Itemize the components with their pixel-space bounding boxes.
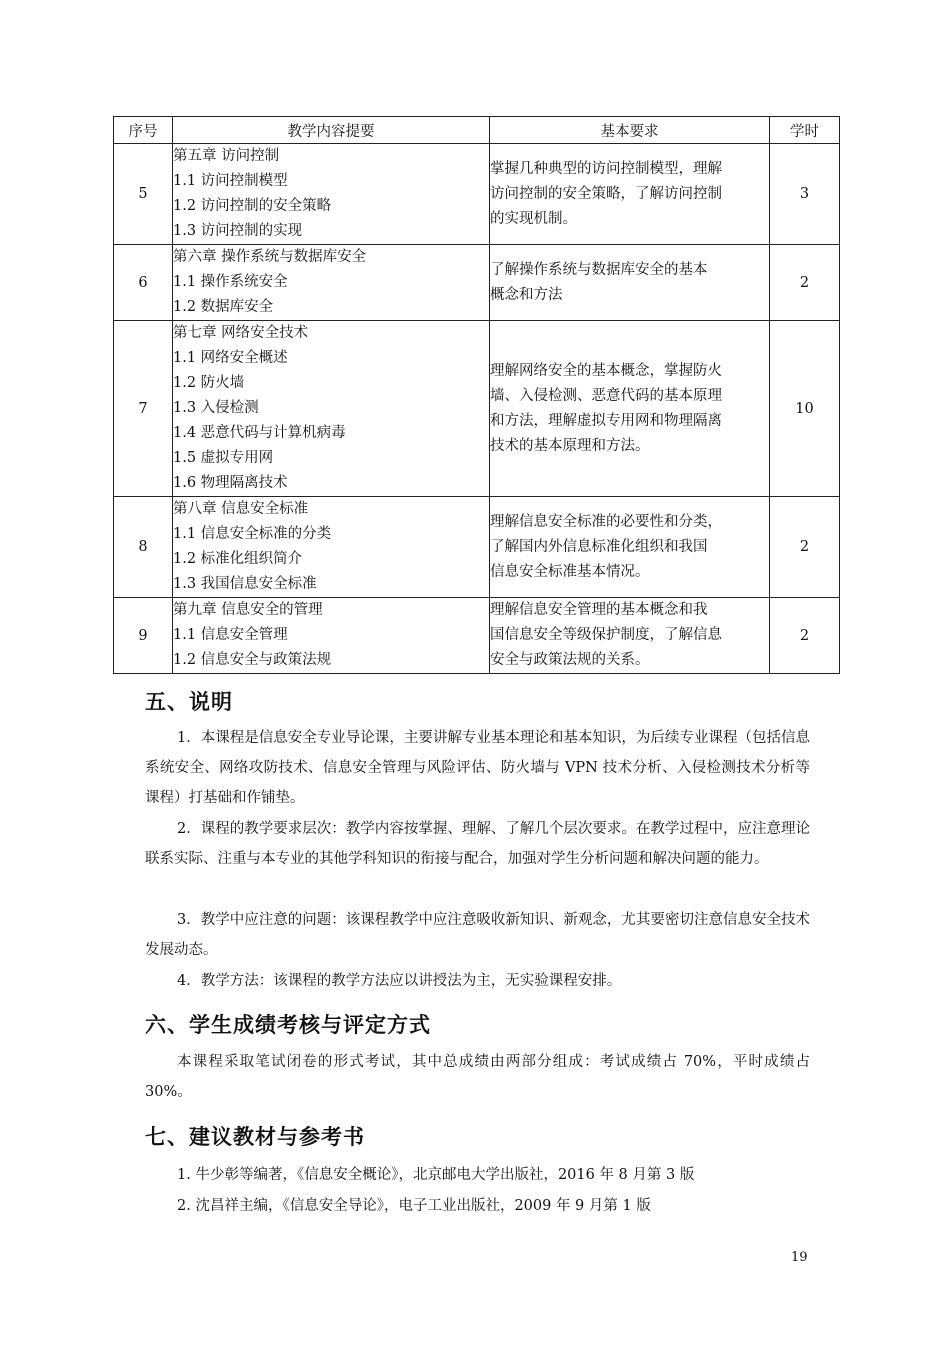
syllabus-table <box>113 116 840 674</box>
table-row <box>114 144 840 245</box>
row-requirement <box>490 144 770 245</box>
content-line: 第七章 网络安全技术 <box>173 325 309 341</box>
requirement-line: 了解国内外信息标准化组织和我国 <box>490 538 708 555</box>
content-line: 1.6 物理隔离技术 <box>173 475 288 491</box>
table-header-row <box>114 117 840 144</box>
requirement-line: 信息安全标准基本情况。 <box>490 563 650 580</box>
content-line: 第六章 操作系统与数据库安全 <box>173 249 367 265</box>
row-number: 5 <box>114 144 173 245</box>
section-6-title: 六、学生成绩考核与评定方式 <box>145 1012 431 1037</box>
content-line: 1.1 网络安全概述 <box>173 350 288 366</box>
row-hours: 10 <box>770 321 840 497</box>
requirement-line: 墙、入侵检测、恶意代码的基本原理 <box>490 387 722 404</box>
table-row <box>114 598 840 674</box>
row-content <box>173 321 490 497</box>
section-5-paragraph-1: 1．本课程是信息安全专业导论课，主要讲解专业基本理论和基本知识，为后续专业课程（包括信息系统安全、网络攻防技术、信息安全管理与风险评估、防火墙与 VPN 技术分析、入侵检测技术分析等课程）打基础和作铺垫。 <box>145 730 810 806</box>
row-hours: 2 <box>770 598 840 674</box>
table-row <box>114 321 840 497</box>
requirement-line: 国信息安全等级保护制度，了解信息 <box>490 627 722 643</box>
row-content <box>173 598 490 674</box>
row-hours: 3 <box>770 144 840 245</box>
row-content <box>173 497 490 598</box>
content-line: 1.5 虚拟专用网 <box>173 450 274 466</box>
content-line: 1.1 访问控制模型 <box>173 173 288 189</box>
row-number: 6 <box>114 245 173 321</box>
content-line: 1.2 数据库安全 <box>173 299 274 315</box>
content-line: 1.1 信息安全标准的分类 <box>173 526 332 542</box>
row-number: 9 <box>114 598 173 674</box>
reference-item: 2. 沈昌祥主编，《信息安全导论》，电子工业出版社，2009 年 9 月第 1 版 <box>177 1198 651 1214</box>
row-content <box>173 144 490 245</box>
row-requirement <box>490 598 770 674</box>
row-hours: 2 <box>770 245 840 321</box>
content-line: 1.3 我国信息安全标准 <box>173 576 317 592</box>
header-hours: 学时 <box>770 117 840 144</box>
content-line: 第八章 信息安全标准 <box>173 501 309 517</box>
content-line: 1.3 入侵检测 <box>173 400 259 416</box>
requirement-line: 理解网络安全的基本概念，掌握防火 <box>490 362 722 379</box>
section-5-title: 五、说明 <box>145 689 233 714</box>
content-line: 第九章 信息安全的管理 <box>173 602 323 618</box>
section-5-paragraph-4: 4．教学方法：该课程的教学方法应以讲授法为主，无实验课程安排。 <box>177 973 622 989</box>
requirement-line: 访问控制的安全策略，了解访问控制 <box>490 185 722 202</box>
content-line: 1.2 信息安全与政策法规 <box>173 652 332 668</box>
section-5-paragraph-2: 2．课程的教学要求层次：教学内容按掌握、理解、了解几个层次要求。在教学过程中，应注意理论联系实际、注重与本专业的其他学科知识的衔接与配合，加强对学生分析问题和解决问题的能力。 <box>145 821 810 867</box>
content-line: 1.1 信息安全管理 <box>173 627 288 643</box>
page-number: 19 <box>791 1250 808 1265</box>
section-6-paragraph: 本课程采取笔试闭卷的形式考试，其中总成绩由两部分组成：考试成绩占 70%，平时成绩占 30%。 <box>145 1054 810 1100</box>
content-line: 1.3 访问控制的实现 <box>173 223 303 239</box>
requirement-line: 技术的基本原理和方法。 <box>490 437 650 454</box>
header-requirement: 基本要求 <box>490 117 770 144</box>
requirement-line: 概念和方法 <box>490 286 563 303</box>
requirement-line: 的实现机制。 <box>490 210 577 227</box>
row-requirement <box>490 321 770 497</box>
requirement-line: 理解信息安全管理的基本概念和我 <box>490 602 708 618</box>
row-requirement <box>490 245 770 321</box>
requirement-line: 了解操作系统与数据库安全的基本 <box>490 261 708 278</box>
content-line: 1.2 标准化组织简介 <box>173 551 303 567</box>
content-line: 1.4 恶意代码与计算机病毒 <box>173 425 346 441</box>
header-number: 序号 <box>114 117 173 144</box>
header-content: 教学内容提要 <box>173 117 490 144</box>
section-5-paragraph-3: 3．教学中应注意的问题：该课程教学中应注意吸收新知识、新观念，尤其要密切注意信息安全技术发展动态。 <box>145 912 810 958</box>
table-row <box>114 245 840 321</box>
requirement-line: 理解信息安全标准的必要性和分类， <box>490 513 722 530</box>
row-content <box>173 245 490 321</box>
requirement-line: 和方法，理解虚拟专用网和物理隔离 <box>490 412 722 429</box>
row-number: 8 <box>114 497 173 598</box>
table-body <box>114 144 840 674</box>
content-line: 1.2 防火墙 <box>173 375 245 391</box>
requirement-line: 安全与政策法规的关系。 <box>490 652 650 668</box>
section-7-title: 七、建议教材与参考书 <box>145 1124 365 1149</box>
row-hours: 2 <box>770 497 840 598</box>
reference-item: 1. 牛少彰等编著，《信息安全概论》，北京邮电大学出版社，2016 年 8 月第 3 版 <box>177 1167 695 1183</box>
requirement-line: 掌握几种典型的访问控制模型，理解 <box>490 160 722 177</box>
content-line: 1.2 访问控制的安全策略 <box>173 198 332 214</box>
content-line: 1.1 操作系统安全 <box>173 274 288 290</box>
row-requirement <box>490 497 770 598</box>
content-line: 第五章 访问控制 <box>173 148 280 164</box>
table-row <box>114 497 840 598</box>
row-number: 7 <box>114 321 173 497</box>
